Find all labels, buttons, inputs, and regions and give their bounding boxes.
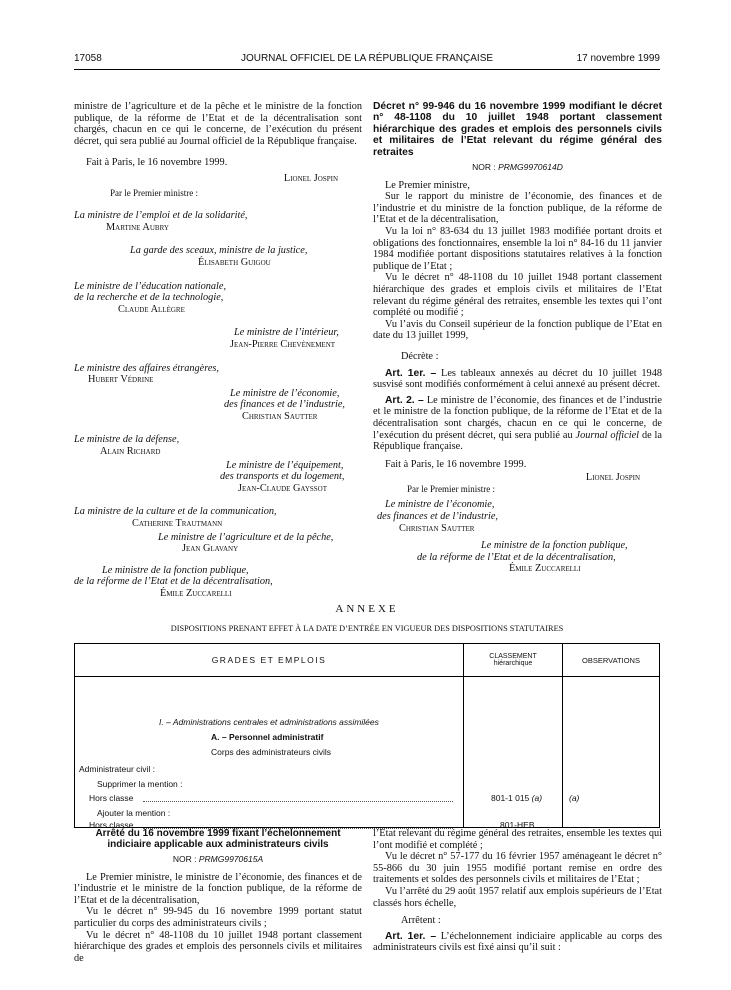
by-pm: Par le Premier ministre : bbox=[110, 187, 198, 198]
decrete: Décrète : bbox=[401, 350, 439, 362]
col-grades: GRADES ET EMPLOIS bbox=[211, 655, 327, 665]
signatory-title: Le ministre de la défense, bbox=[74, 434, 180, 446]
article-2 bbox=[373, 395, 662, 453]
by-pm: Par le Premier ministre : bbox=[407, 483, 495, 494]
arretent: Arrêtent : bbox=[401, 915, 441, 927]
article-text: Les tableaux annexés au décret du 10 juillet 1948 susvisé sont modifiés conformément à celui annexé au présent décret. bbox=[373, 367, 662, 391]
signatory-title: Le ministre de l’éducation nationale, bbox=[74, 280, 227, 292]
signatory-title: des finances et de l’industrie, bbox=[377, 511, 498, 523]
column-header bbox=[464, 644, 563, 677]
paragraph: Le Premier ministre, le ministre de l’économie, des finances et de l’industrie et le ministre de la fonction publique, de la réforme de l’Etat et de la décentralisation, bbox=[74, 871, 362, 906]
signatory-name: Christian Sautter bbox=[399, 522, 475, 534]
article-label: Art. 2. – bbox=[385, 394, 424, 406]
signatory-name: Émile Zuccarelli bbox=[509, 563, 581, 575]
header-rule bbox=[74, 69, 660, 70]
signatory-name: Alain Richard bbox=[100, 446, 161, 458]
annexe-table bbox=[74, 643, 660, 828]
signatory-title: Le ministre de la fonction publique, bbox=[102, 564, 249, 576]
signatory-name: Jean Glavany bbox=[182, 543, 239, 555]
signatory-title: Le ministre de l’intérieur, bbox=[234, 327, 339, 339]
page-number: 17058 bbox=[74, 53, 102, 64]
right-column bbox=[373, 101, 662, 575]
col-observations: OBSERVATIONS bbox=[582, 655, 640, 665]
signatory-name: Jean-Claude Gayssot bbox=[238, 482, 328, 494]
annexe-title: ANNEXE bbox=[335, 603, 399, 615]
left-column bbox=[74, 101, 362, 600]
leader-dots bbox=[143, 801, 453, 802]
annexe-subtitle: DISPOSITIONS PRENANT EFFET À LA DATE D’ENTRÉE EN VIGUEUR DES DISPOSITIONS STATUTAIRES bbox=[170, 624, 564, 633]
done-at: Fait à Paris, le 16 novembre 1999. bbox=[86, 157, 228, 169]
signatory-title: de la réforme de l’Etat et de la décentralisation, bbox=[74, 576, 273, 588]
journal-title: JOURNAL OFFICIEL DE LA RÉPUBLIQUE FRANÇAISE bbox=[240, 53, 494, 64]
signatory-title: La ministre de la culture et de la communication, bbox=[74, 506, 277, 518]
observation-value: (a) bbox=[569, 793, 580, 803]
signatory-name: Élisabeth Guigou bbox=[198, 256, 271, 268]
paragraph: Vu le décret n° 99-945 du 16 novembre 1999 portant statut particulier du corps des administrateurs civils ; bbox=[74, 906, 362, 929]
decree-title: Décret n° 99-946 du 16 novembre 1999 modifiant le décret n° 48-1108 du 10 juillet 1948 portant classement hiérarchique des grades et emplois des personnels civils et militaires de l’Etat relevant du régime général des retraites bbox=[373, 101, 662, 158]
signatory-name: Claude Allègre bbox=[118, 303, 185, 315]
table-row: Hors classe bbox=[89, 820, 134, 830]
signatory-title: des transports et du logement, bbox=[220, 471, 345, 483]
col-hierarchique: hiérarchique bbox=[493, 660, 533, 667]
article-text: Le ministre de l’économie, des finances et de l’industrie et le ministre de la fonction publique, de la réforme de l’Etat et de la décentralisation sont chargés, chacun en ce qui le concerne, de l’exécution du présent décret, qui sera publié au bbox=[373, 394, 662, 441]
journal-officiel: Journal officiel bbox=[575, 429, 640, 441]
signatory-title: Le ministre de l’économie, bbox=[385, 499, 495, 511]
done-at: Fait à Paris, le 16 novembre 1999. bbox=[385, 458, 527, 470]
signatory-title: Le ministre des affaires étrangères, bbox=[74, 362, 220, 374]
paragraph: Vu le décret n° 57-177 du 16 février 1957 aménageant le décret n° 55-866 du 30 juin 1955 modifié portant remise en ordre des traitements et soldes des personnels civils et militaires de l’Etat ; bbox=[373, 851, 662, 886]
article-1 bbox=[373, 931, 662, 954]
paragraph: Le Premier ministre, bbox=[385, 179, 470, 191]
signatory-name: Émile Zuccarelli bbox=[160, 588, 232, 599]
article-label: Art. 1er. – bbox=[385, 930, 437, 942]
table-row: Hors classe bbox=[89, 793, 134, 803]
bottom-left-column bbox=[74, 828, 362, 964]
signatory-title: des finances et de l’industrie, bbox=[224, 399, 345, 411]
nor-code: PRMG9970614D bbox=[498, 162, 563, 173]
pm-name: Lionel Jospin bbox=[585, 472, 640, 484]
paragraph: Vu la loi n° 83-634 du 13 juillet 1983 modifiée portant droits et obligations des fonctionnaires, ensemble la loi n° 84-16 du 11 janvier 1984 modifiée portant dispositions statutaires relatives à la fonction publique de l’Etat ; bbox=[373, 226, 662, 272]
paragraph: Vu le décret n° 48-1108 du 10 juillet 1948 portant classement hiérarchique des grades et emplois civils et militaires de l’Etat relevant du régime général des retraites, ensemble les textes qui l’ont complété ou modifié ; bbox=[373, 272, 662, 319]
pm-name: Lionel Jospin bbox=[283, 172, 338, 184]
grades-cell bbox=[75, 677, 464, 828]
nor-line bbox=[373, 162, 662, 174]
paragraph: Vu l’arrêté du 29 août 1957 relatif aux emplois supérieurs de l’Etat classés hors échelle, bbox=[373, 885, 662, 909]
arrete-title: Arrêté du 16 novembre 1999 fixant l’échelonnement indiciaire applicable aux administrateurs civils bbox=[95, 828, 341, 850]
table-row: I. – Administrations centrales et administrations assimilées bbox=[159, 717, 379, 727]
table-row: Supprimer la mention : bbox=[97, 779, 183, 789]
table-row: Corps des administrateurs civils bbox=[211, 747, 331, 757]
signatory-title: Le ministre de l’économie, bbox=[230, 387, 340, 399]
signatory-title: Le ministre de l’agriculture et de la pêche, bbox=[158, 531, 334, 543]
signatory-title: La garde des sceaux, ministre de la justice, bbox=[130, 245, 308, 257]
article-label: Art. 1er. – bbox=[385, 367, 437, 379]
signatory-name: Catherine Trautmann bbox=[132, 518, 223, 530]
paragraph: Sur le rapport du ministre de l’économie, des finances et de l’industrie et du ministre de la fonction publique, de la réforme de l’Etat et de la décentralisation, bbox=[373, 191, 662, 226]
signatory-title: de la recherche et de la technologie, bbox=[74, 292, 224, 304]
bottom-right-column bbox=[373, 828, 662, 954]
paragraph: Vu l’avis du Conseil supérieur de la fonction publique de l’Etat en date du 13 juillet 1999, bbox=[373, 318, 662, 342]
signatory-name: Martine Aubry bbox=[106, 221, 169, 233]
paragraph: Vu le décret n° 48-1108 du 10 juillet 1948 portant classement hiérarchique des grades et emplois des personnels civils et militaires de bbox=[74, 929, 362, 964]
table-row: Ajouter la mention : bbox=[97, 808, 171, 818]
signatory-title: Le ministre de la fonction publique, bbox=[481, 540, 628, 552]
signatory-title: Le ministre de l’équipement, bbox=[226, 459, 344, 471]
nor-code: PRMG9970615A bbox=[198, 854, 264, 864]
table-row: A. – Personnel administratif bbox=[211, 732, 324, 742]
nor-line bbox=[74, 854, 362, 866]
issue-date: 17 novembre 1999 bbox=[576, 53, 660, 64]
article-text: de la République française. bbox=[373, 429, 662, 453]
signatory-name: Jean-Pierre Chevènement bbox=[230, 338, 336, 350]
column-header bbox=[75, 644, 464, 677]
signatory-title: de la réforme de l’Etat et de la décentralisation, bbox=[417, 551, 616, 563]
signatory-name: Hubert Védrine bbox=[88, 374, 154, 386]
nor-label: NOR : bbox=[472, 162, 496, 173]
classement-value: 801-1 015 (a) bbox=[491, 793, 543, 803]
article-1 bbox=[373, 368, 662, 391]
signatory-title: La ministre de l’emploi et de la solidarité, bbox=[74, 210, 248, 222]
classement-value: 801-HEB bbox=[500, 820, 535, 830]
intro-paragraph: ministre de l’agriculture et de la pêche et le ministre de la fonction publique, de la réforme de l’Etat et de la décentralisation sont chargés, chacun en ce qui le concerne, de l’exécution du présent décret, qui sera publié au Journal officiel de la République française. bbox=[74, 101, 362, 147]
table-row: Administrateur civil : bbox=[79, 764, 156, 774]
page-header bbox=[74, 53, 660, 67]
signatory-name: Christian Sautter bbox=[242, 410, 318, 422]
classement-cell bbox=[464, 677, 563, 828]
col-classement: CLASSEMENT bbox=[489, 653, 537, 660]
nor-label: NOR : bbox=[172, 854, 197, 864]
article-text: L’échelonnement indiciaire applicable au corps des administrateurs civils est fixé ainsi qu’il suit : bbox=[373, 930, 663, 954]
observations-cell bbox=[563, 677, 660, 828]
paragraph: l’Etat relevant du régime général des retraites, ensemble les textes qui l’ont modifié et complété ; bbox=[373, 828, 662, 851]
column-header bbox=[563, 644, 660, 677]
